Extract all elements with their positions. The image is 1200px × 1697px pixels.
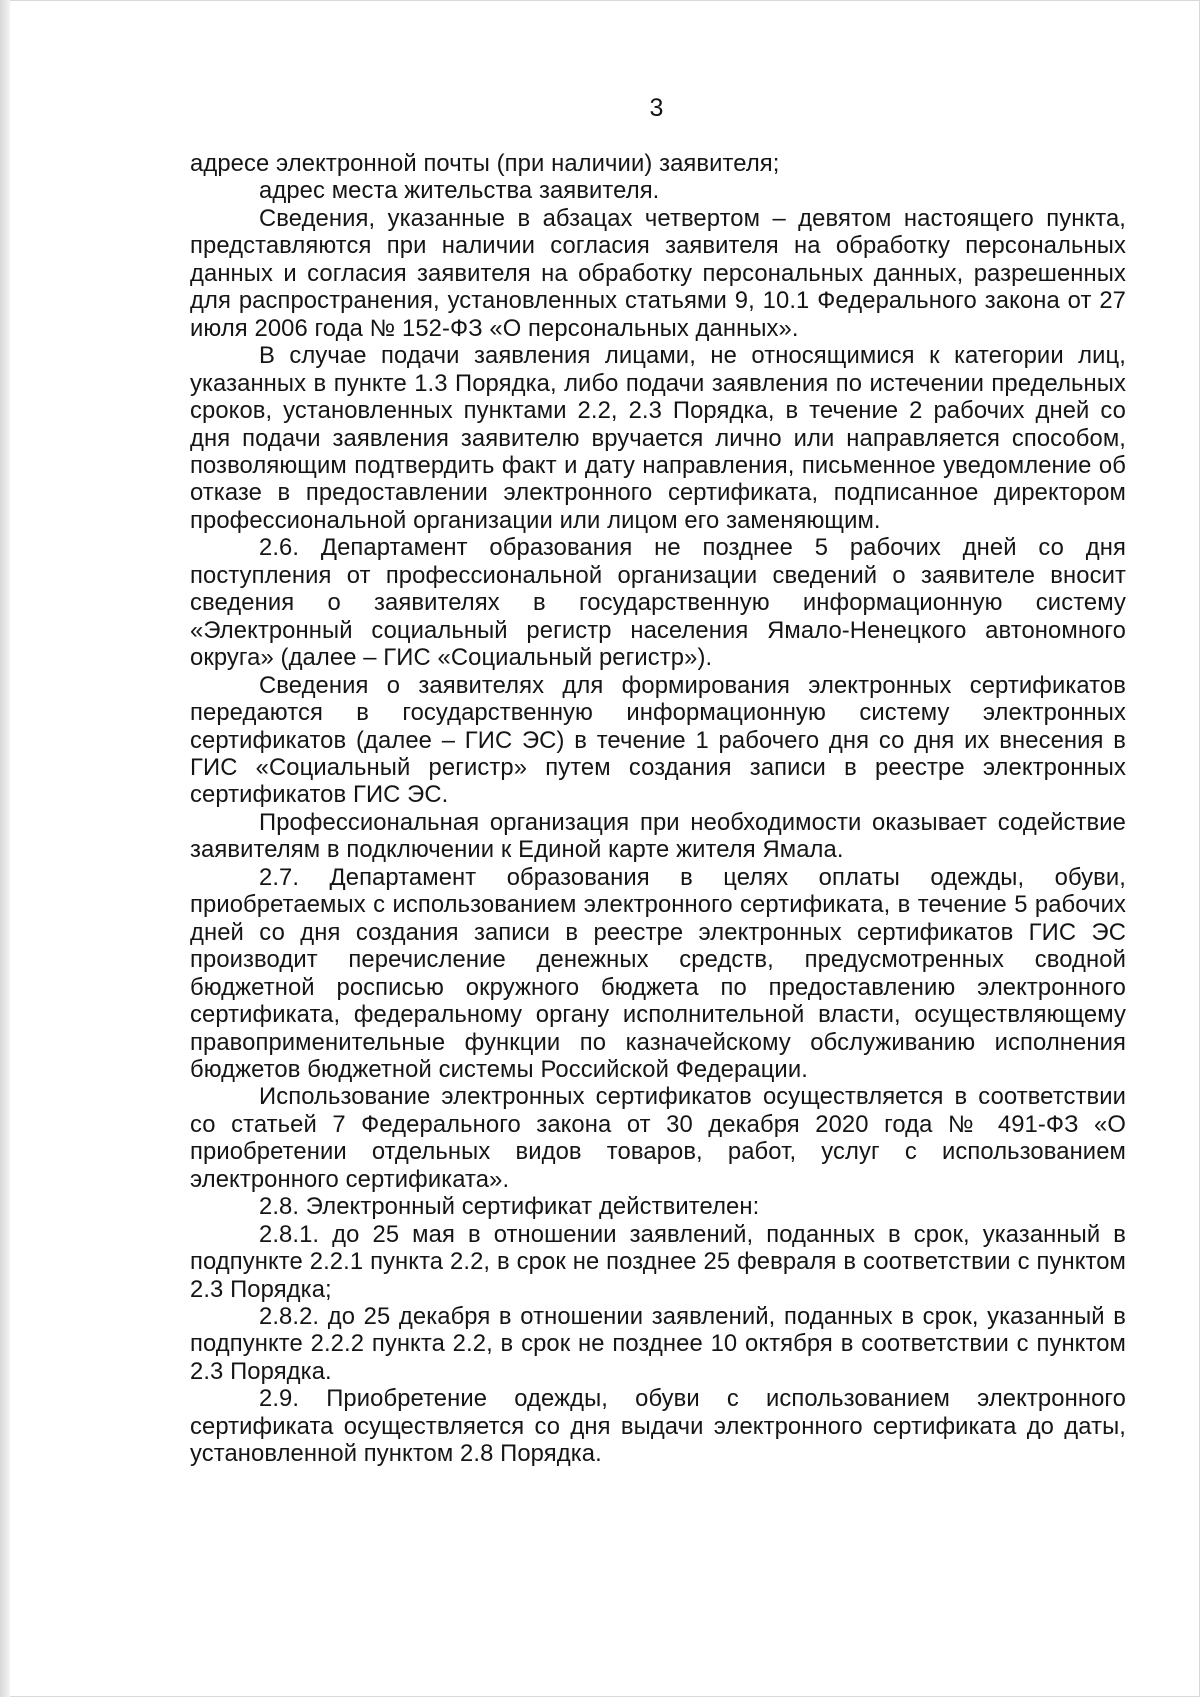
paragraph-personal-data-consent: Сведения, указанные в абзацах четвертом – девятом настоящего пункта, представляются при наличии согласия заявителя на обработку персональных данных и согласия заявителя на обработку персональных данных, разрешенных для распространения, установленных статьями 9, 10.1 Федерального закона от 27 июля 2006 года № 152-ФЗ «О персональных данных». bbox=[190, 204, 1126, 342]
paragraph-certificate-usage: Использование электронных сертификатов осуществляется в соответствии со статьей 7 Федерального закона от 30 декабря 2020 года № 491-ФЗ «О приобретении отдельных видов товаров, работ, услуг с использованием электронного сертификата». bbox=[190, 1083, 1126, 1193]
document-body bbox=[190, 150, 1126, 1468]
paragraph-gis-es-transfer: Сведения о заявителях для формирования электронных сертификатов передаются в государственную информационную систему электронных сертификатов (далее – ГИС ЭС) в течение 1 рабочего дня со дня их внесения в ГИС «Социальный регистр» путем создания записи в реестре электронных сертификатов ГИС ЭС. bbox=[190, 671, 1126, 809]
paragraph-yamal-card-assistance: Профессиональная организация при необходимости оказывает содействие заявителям в подключении к Единой карте жителя Ямала. bbox=[190, 808, 1126, 864]
paragraph-2-9: 2.9. Приобретение одежды, обуви с использованием электронного сертификата осуществляется со дня выдачи электронного сертификата до даты, установленной пунктом 2.8 Порядка. bbox=[190, 1385, 1126, 1468]
page-number: 3 bbox=[649, 94, 664, 122]
paragraph-email-address: адресе электронной почты (при наличии) заявителя; bbox=[190, 150, 780, 177]
paragraph-2-8-1: 2.8.1. до 25 мая в отношении заявлений, поданных в срок, указанный в подпункте 2.2.1 пункта 2.2, в срок не позднее 25 февраля в соответствии с пунктом 2.3 Порядка; bbox=[190, 1220, 1126, 1303]
paragraph-refusal-notice: В случае подачи заявления лицами, не относящимися к категории лиц, указанных в пункте 1.3 Порядка, либо подачи заявления по истечении предельных сроков, установленных пунктами 2.2, 2.3 Порядка, в течение 2 рабочих дней со дня подачи заявления заявителю вручается лично или направляется способом, позволяющим подтвердить факт и дату направления, письменное уведомление об отказе в предоставлении электронного сертификата, подписанное директором профессиональной организации или лицом его заменяющим. bbox=[190, 342, 1126, 534]
paragraph-2-8-2: 2.8.2. до 25 декабря в отношении заявлений, поданных в срок, указанный в подпункте 2.2.2 пункта 2.2, в срок не позднее 10 октября в соответствии с пунктом 2.3 Порядка. bbox=[190, 1303, 1126, 1385]
paragraph-2-7: 2.7. Департамент образования в целях оплаты одежды, обуви, приобретаемых с использованием электронного сертификата, в течение 5 рабочих дней со дня создания записи в реестре электронных сертификатов ГИС ЭС производит перечисление денежных средств, предусмотренных сводной бюджетной росписью окружного бюджета по предоставлению электронного сертификата, федеральному органу исполнительной власти, осуществляющему правоприменительные функции по казначейскому обслуживанию исполнения бюджетов бюджетной системы Российской Федерации. bbox=[190, 863, 1126, 1083]
paragraph-residence-address: адрес места жительства заявителя. bbox=[259, 177, 660, 205]
scan-left-edge bbox=[0, 0, 10, 1697]
paragraph-2-6: 2.6. Департамент образования не позднее 5 рабочих дней со дня поступления от профессиональной организации сведений о заявителе вносит сведения о заявителях в государственную информационную систему «Электронный социальный регистр населения Ямало-Ненецкого автономного округа» (далее – ГИС «Социальный регистр»). bbox=[190, 534, 1126, 672]
paragraph-2-8: 2.8. Электронный сертификат действителен: bbox=[259, 1193, 760, 1221]
